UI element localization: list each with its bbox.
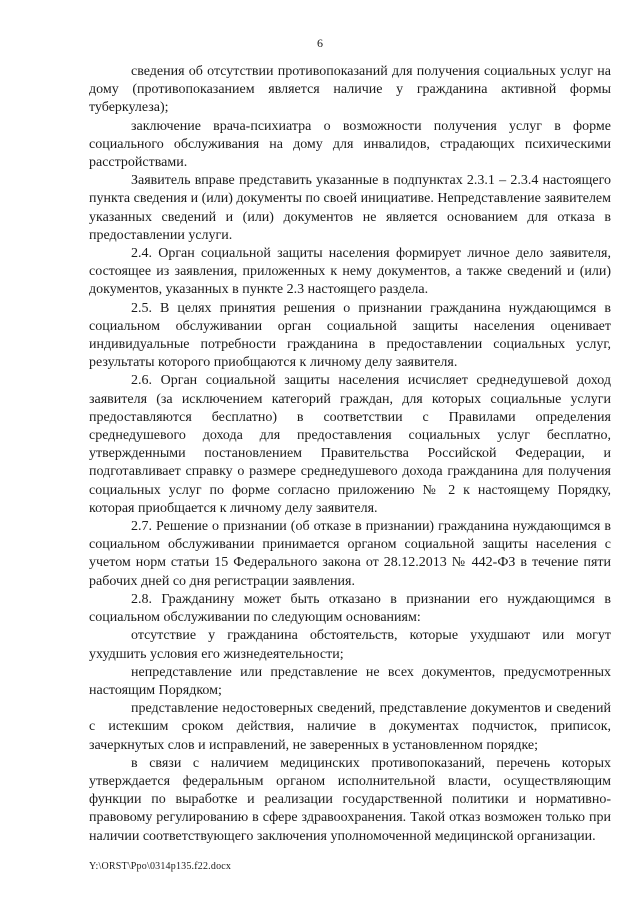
paragraph: представление недостоверных сведений, представление документов и сведений с истекшим сроком действия, наличие в документах подчисток, приписок, зачеркнутых слов и исправлений, не заверенных в установленном порядке; bbox=[89, 701, 611, 753]
paragraph: 2.7. Решение о признании (об отказе в признании) гражданина нуждающимся в социальном обслуживании принимается органом социальной защиты населения с учетом норм статьи 15 Федерального закона от 28.12.2013 № 442-ФЗ в течение пяти рабочих дней со дня регистрации заявления. bbox=[89, 519, 611, 589]
footer-file-path: Y:\ORST\Ppo\0314p135.f22.docx bbox=[89, 861, 232, 872]
paragraph: в связи с наличием медицинских противопоказаний, перечень которых утверждается федеральным органом исполнительной власти, осуществляющим функции по выработке и реализации государственной политики и нормативно-правовому регулированию в сфере здравоохранения. Такой отказ возможен только при наличии соответствующего заключения уполномоченной медицинской организации. bbox=[89, 755, 611, 844]
paragraph: заключение врача-психиатра о возможности получения услуг в форме социального обслуживания на дому для инвалидов, страдающих психическими расстройствами. bbox=[89, 118, 611, 171]
paragraph: сведения об отсутствии противопоказаний для получения социальных услуг на дому (противопоказанием является наличие у гражданина активной формы туберкулеза); bbox=[89, 64, 611, 116]
paragraph: 2.5. В целях принятия решения о признании гражданина нуждающимся в социальном обслуживании орган социальной защиты населения оценивает индивидуальные потребности гражданина в предоставлении социальных услуг, результаты которого приобщаются к личному делу заявителя. bbox=[89, 300, 611, 371]
paragraph: отсутствие у гражданина обстоятельств, которые ухудшают или могут ухудшить условия его жизнедеятельности; bbox=[89, 628, 611, 662]
paragraph: 2.8. Гражданину может быть отказано в признании его нуждающимся в социальном обслуживании по следующим основаниям: bbox=[89, 591, 611, 626]
document-body bbox=[89, 63, 611, 846]
paragraph: Заявитель вправе представить указанные в подпунктах 2.3.1 – 2.3.4 настоящего пункта сведения и (или) документы по своей инициативе. Непредставление заявителем указанных сведений и (или) документов не является основанием для отказа в предоставлении услуги. bbox=[89, 173, 612, 243]
paragraph: 2.6. Орган социальной защиты населения исчисляет среднедушевой доход заявителя (за исключением категорий граждан, для которых социальные услуги предоставляются бесплатно) в соответствии с Правилами определения среднедушевого дохода для предоставления социальных услуг бесплатно, утвержденными постановлением Правительства Российской Федерации, и подготавливает справку о размере среднедушевого дохода гражданина для получения социальных услуг по форме согласно приложению № 2 к настоящему Порядку, которая приобщается к личному делу заявителя. bbox=[89, 373, 611, 516]
paragraph: непредставление или представление не всех документов, предусмотренных настоящим Порядком; bbox=[89, 664, 611, 698]
page-number: 6 bbox=[317, 36, 323, 50]
paragraph: 2.4. Орган социальной защиты населения формирует личное дело заявителя, состоящее из заявления, приложенных к нему документов, а также сведений и (или) документов, указанных в пункте 2.3 настоящего раздела. bbox=[89, 246, 611, 298]
